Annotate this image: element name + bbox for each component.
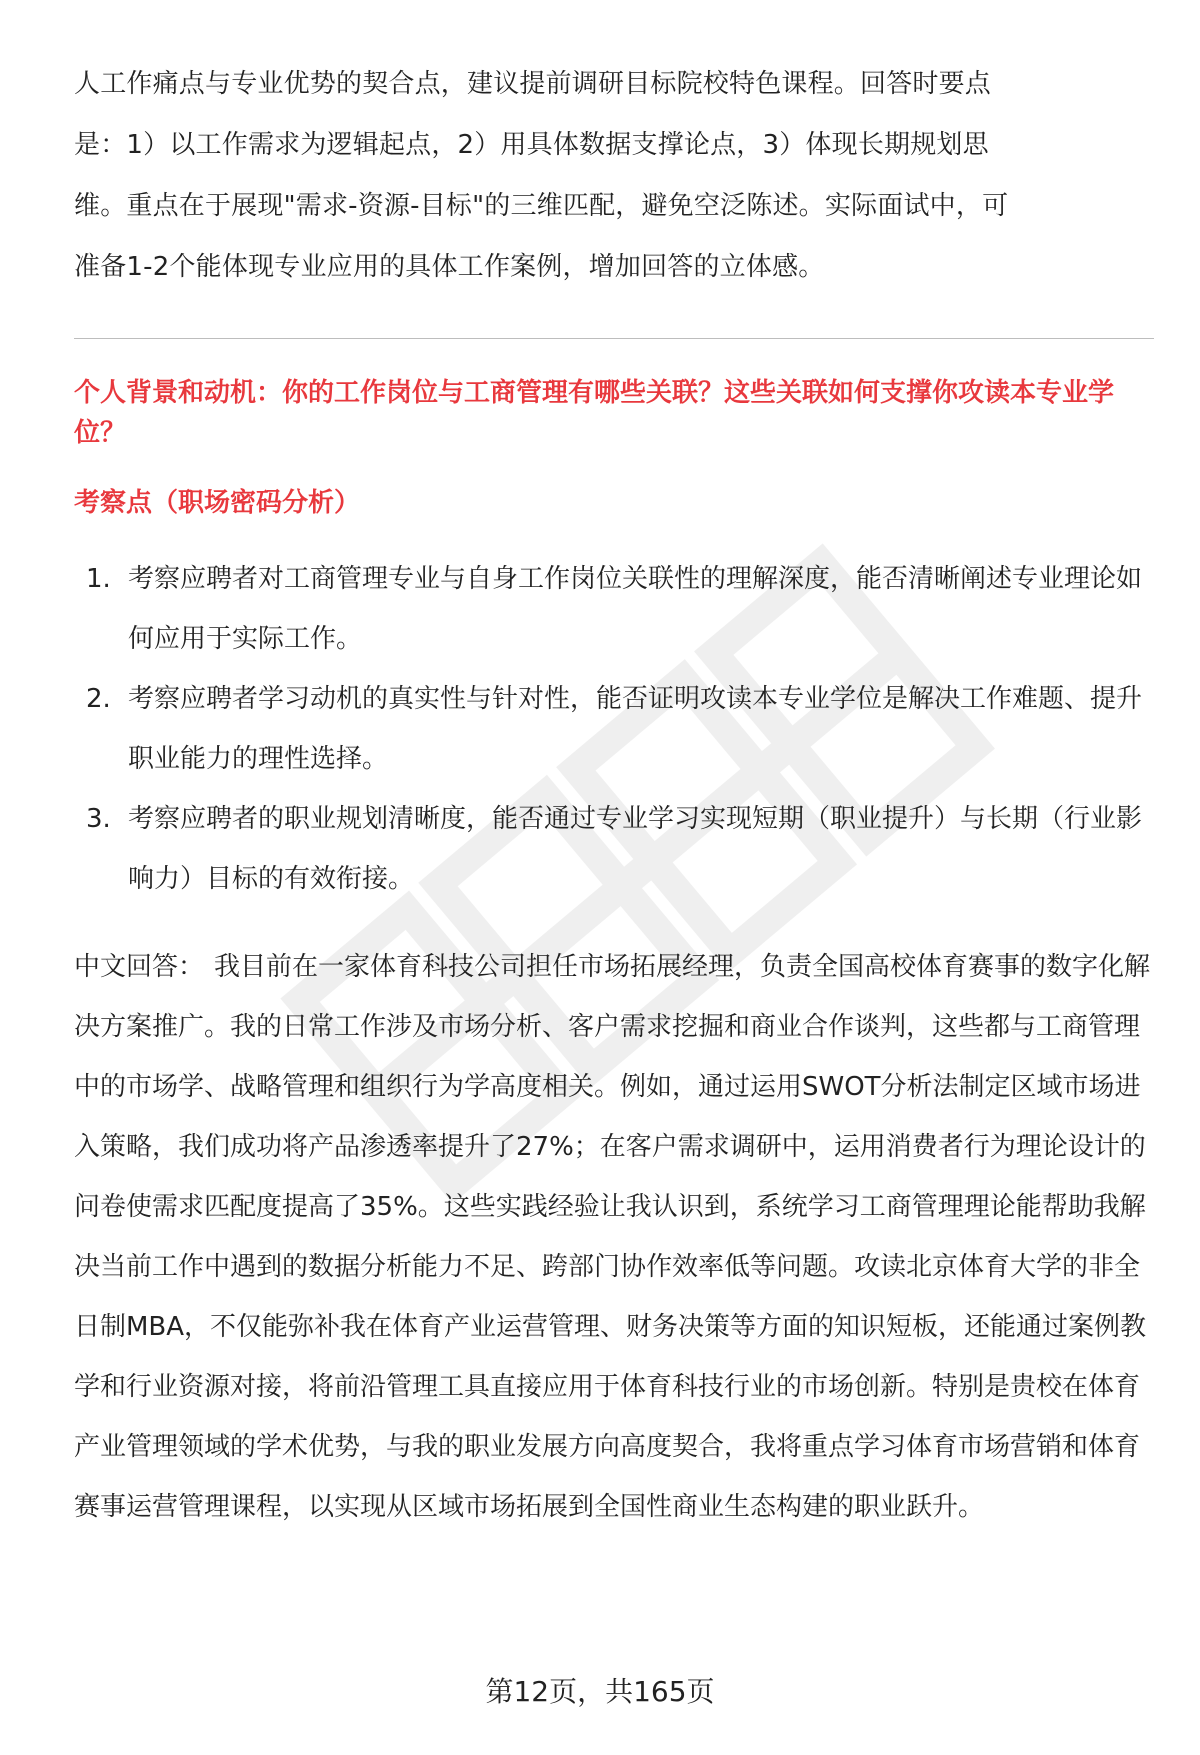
assessment-point [74, 669, 1154, 789]
document-page [74, 54, 1154, 1537]
point-number: 1. [86, 564, 111, 594]
intro-line: 人工作痛点与专业优势的契合点，建议提前调研目标院校特色课程。回答时要点 [74, 69, 992, 99]
answer-paragraph [74, 937, 1154, 1537]
assessment-subtitle: 考察点（职场密码分析） [74, 488, 361, 518]
intro-line: 准备1-2个能体现专业应用的具体工作案例，增加回答的立体感。 [74, 252, 825, 282]
assessment-points [74, 549, 1154, 909]
intro-paragraph [74, 54, 1154, 298]
point-number: 3. [86, 804, 111, 834]
page-footer: 第12页，共165页 [485, 1675, 715, 1708]
point-number: 2. [86, 684, 111, 714]
intro-line: 是：1）以工作需求为逻辑起点，2）用具体数据支撑论点，3）体现长期规划思 [74, 130, 989, 160]
assessment-point [74, 549, 1154, 669]
point-text: 考察应聘者的职业规划清晰度，能否通过专业学习实现短期（职业提升）与长期（行业影响力）目标的有效衔接。 [128, 804, 1143, 894]
point-text: 考察应聘者对工商管理专业与自身工作岗位关联性的理解深度，能否清晰阐述专业理论如何应用于实际工作。 [128, 564, 1143, 654]
section-divider [74, 338, 1154, 339]
answer-label: 中文回答： [74, 952, 205, 982]
point-text: 考察应聘者学习动机的真实性与针对性，能否证明攻读本专业学位是解决工作难题、提升职业能力的理性选择。 [128, 684, 1143, 774]
question-title: 个人背景和动机：你的工作岗位与工商管理有哪些关联？这些关联如何支撑你攻读本专业学位？ [74, 378, 1115, 448]
intro-line: 维。重点在于展现"需求-资源-目标"的三维匹配，避免空泛陈述。实际面试中，可 [74, 191, 1009, 221]
answer-text: 我目前在一家体育科技公司担任市场拓展经理，负责全国高校体育赛事的数字化解决方案推广。我的日常工作涉及市场分析、客户需求挖掘和商业合作谈判，这些都与工商管理中的市场学、战略管理和组织行为学高度相关。例如，通过运用SWOT分析法制定区域市场进入策略，我们成功将产品渗透率提升了27%；在客户需求调研中，运用消费者行为理论设计的问卷使需求匹配度提高了35%。这些实践经验让我认识到，系统学习工商管理理论能帮助我解决当前工作中遇到的数据分析能力不足、跨部门协作效率低等问题。攻读北京体育大学的非全日制MBA，不仅能弥补我在体育产业运营管理、财务决策等方面的知识短板，还能通过案例教学和行业资源对接，将前沿管理工具直接应用于体育科技行业的市场创新。特别是贵校在体育产业管理领域的学术优势，与我的职业发展方向高度契合，我将重点学习体育市场营销和体育赛事运营管理课程，以实现从区域市场拓展到全国性商业生态构建的职业跃升。 [74, 952, 1151, 1522]
assessment-point [74, 789, 1154, 909]
